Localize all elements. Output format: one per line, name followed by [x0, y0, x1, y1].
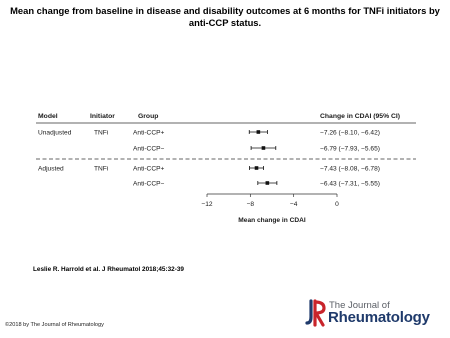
forest-row: [38, 165, 380, 172]
row-estimate-label: −6.43 (−7.31, −5.55): [320, 180, 380, 188]
journal-logo-line1: The Journal of: [329, 300, 390, 311]
copyright: ©2018 by The Journal of Rheumatology: [5, 322, 104, 328]
forest-rows: [38, 129, 380, 187]
row-group-label: Anti-CCP−: [133, 145, 165, 153]
x-axis-title: Mean change in CDAI: [238, 217, 306, 224]
point-estimate-marker: [255, 166, 259, 170]
column-header-estimate: Change in CDAI (95% CI): [320, 113, 401, 120]
forest-row: [38, 129, 380, 136]
forest-row: [133, 180, 380, 187]
x-tick-label: −8: [246, 201, 255, 208]
column-header-model: Model: [38, 113, 58, 120]
row-model-label: Unadjusted: [38, 129, 72, 137]
point-estimate-marker: [257, 130, 261, 134]
row-group-label: Anti-CCP+: [133, 165, 165, 173]
point-estimate-marker: [266, 181, 270, 185]
row-estimate-label: −7.26 (−8.10, −6.42): [320, 129, 380, 137]
row-estimate-label: −7.43 (−8.08, −6.78): [320, 165, 380, 173]
point-estimate-marker: [262, 146, 266, 150]
citation: Leslie R. Harrold et al. J Rheumatol 2018;45:32-39: [33, 266, 184, 273]
column-header-group: Group: [138, 113, 159, 120]
journal-logo-line2: Rheumatology: [328, 309, 430, 326]
slide-title: Mean change from baseline in disease and disability outcomes at 6 months for TNFi initiators by anti-CCP status.: [10, 5, 440, 28]
x-tick-label: 0: [335, 201, 339, 208]
journal-logo-mark-icon: [305, 299, 327, 327]
row-estimate-label: −6.79 (−7.93, −5.65): [320, 145, 380, 153]
row-group-label: Anti-CCP+: [133, 129, 165, 137]
header-row: [38, 113, 400, 120]
row-group-label: Anti-CCP−: [133, 180, 165, 188]
row-model-label: Adjusted: [38, 165, 64, 173]
row-initiator-label: TNFi: [94, 129, 109, 137]
row-initiator-label: TNFi: [94, 165, 109, 173]
x-axis: [201, 194, 339, 224]
x-tick-label: −12: [201, 201, 213, 208]
forest-row: [133, 145, 380, 152]
journal-logo: [305, 299, 435, 329]
column-header-initiator: Initiator: [90, 113, 115, 120]
x-tick-label: −4: [289, 201, 298, 208]
